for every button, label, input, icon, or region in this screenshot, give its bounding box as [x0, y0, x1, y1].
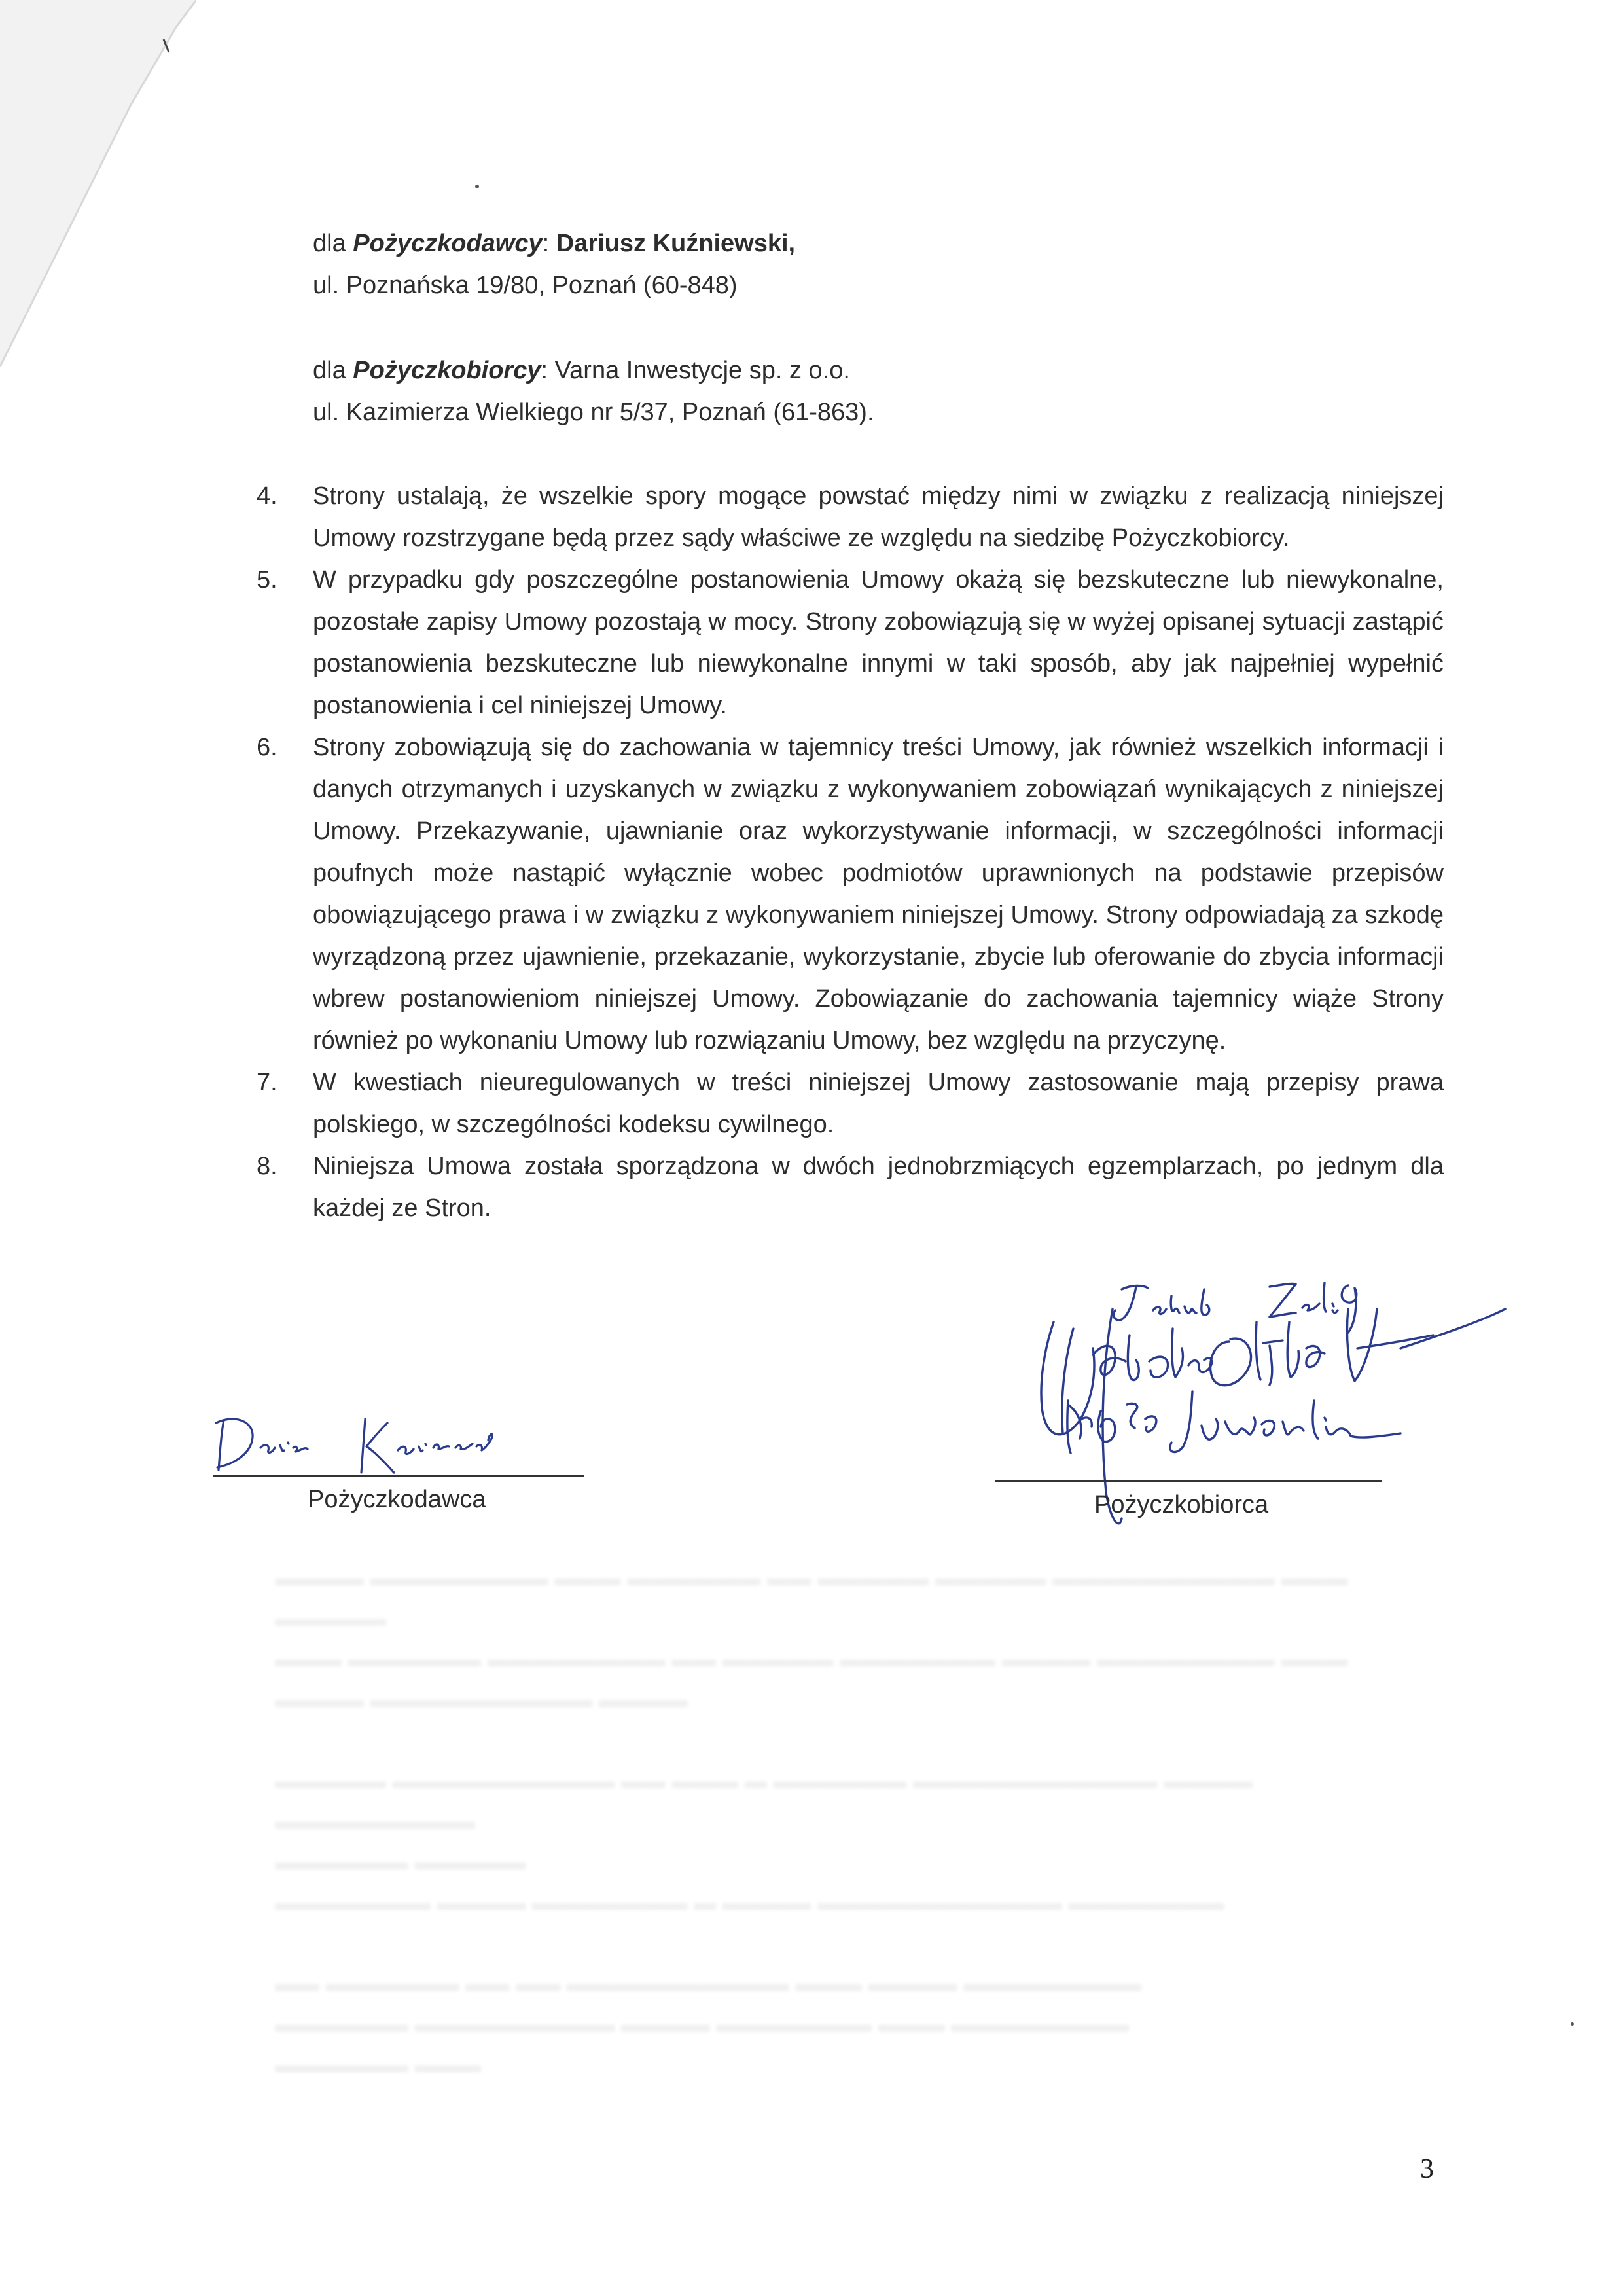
borrower-address-line1 [313, 350, 1425, 391]
clause-number: 6. [257, 734, 277, 761]
clause-item [257, 1062, 1444, 1145]
scan-speck [475, 185, 479, 188]
clause-text: Strony ustalają, że wszelkie spory mogące powstać między nimi w związku z realizacją niniejszej Umowy rozstrzygane będą przez sądy właściwe ze względu na siedzibę Pożyczkobiorcy. [313, 482, 1444, 552]
lender-signature-line [213, 1475, 584, 1477]
borrower-street: ul. Kazimierza Wielkiego nr 5/37, Poznań (61-863). [313, 399, 874, 426]
lender-address [313, 223, 1425, 306]
lender-street: ul. Poznańska 19/80, Poznań (60-848) [313, 272, 738, 299]
lender-name: Dariusz Kuźniewski, [556, 230, 796, 257]
clause-number: 8. [257, 1153, 277, 1180]
clause-item [257, 726, 1444, 1062]
scan-edge-artifact [0, 0, 196, 393]
bleed-through-text: ▬▬▬▬ ▬▬▬▬▬▬▬▬ ▬▬▬ ▬▬▬▬▬▬ ▬▬ ▬▬▬▬▬ ▬▬▬▬▬ ▬▬▬▬▬▬▬▬▬▬ ▬▬▬ ▬▬▬▬▬ ▬▬▬ ▬▬▬▬▬▬ ▬▬▬▬▬▬▬▬ ▬▬ ▬▬▬▬▬ ▬▬▬▬▬▬▬ ▬▬▬▬ ▬▬▬▬▬▬▬▬ ▬▬▬ ▬▬▬▬ ▬▬▬▬▬▬▬▬▬▬ ▬▬▬▬ ▬▬▬▬▬ ▬▬▬▬▬▬▬▬▬▬ ▬▬ ▬▬▬ ▬ ▬▬▬▬▬▬ ▬▬▬▬▬▬▬▬▬▬▬ ▬▬▬▬ ▬▬▬▬▬▬▬▬▬ ▬▬▬▬▬▬ ▬▬▬▬▬ ▬▬▬▬▬▬▬ ▬▬▬▬ ▬▬▬▬▬▬▬ ▬ ▬▬▬▬ ▬▬▬▬▬▬▬▬▬▬▬ ▬▬▬▬▬▬▬ ▬▬ ▬▬▬▬▬▬ ▬▬ ▬▬ ▬▬▬▬▬▬▬▬▬▬ ▬▬▬ ▬▬▬▬ ▬▬▬▬▬▬▬▬ ▬▬▬▬▬▬ ▬▬▬▬▬▬▬▬▬ ▬▬▬▬ ▬▬▬▬▬▬▬ ▬▬▬ ▬▬▬▬▬▬▬▬ ▬▬▬▬▬▬ ▬▬▬ [275, 1566, 1348, 2077]
lender-address-line1 [313, 223, 1425, 264]
prefix: dla [313, 230, 353, 257]
lender-caption: Pożyczkodawca [308, 1486, 486, 1513]
borrower-role: Pożyczkobiorcy [353, 357, 541, 384]
clause-item [257, 475, 1444, 559]
clause-text: Niniejsza Umowa została sporządzona w dwóch jednobrzmiących egzemplarzach, po jednym dla każdej ze Stron. [313, 1153, 1444, 1222]
borrower-signature [982, 1270, 1571, 1571]
clause-text: W przypadku gdy poszczególne postanowienia Umowy okażą się bezskuteczne lub niewykonalne, pozostałe zapisy Umowy pozostają w mocy. Strony zobowiązują się w wyżej opisanej sytuacji zastąpić postanowienia bezskuteczne lub niewykonalne innymi w taki sposób, aby jak najpełniej wypełnić postanowienia i cel niniejszej Umowy. [313, 566, 1444, 719]
prefix: dla [313, 357, 353, 384]
clause-item [257, 559, 1444, 726]
scan-speck [1571, 2022, 1574, 2026]
borrower-name: Varna Inwestycje sp. z o.o. [554, 357, 850, 384]
clauses-list [257, 475, 1444, 1229]
borrower-signature-line [995, 1480, 1382, 1482]
lender-role: Pożyczkodawcy [353, 230, 543, 257]
clause-text: W kwestiach nieuregulowanych w treści niniejszej Umowy zastosowanie mają przepisy prawa polskiego, w szczególności kodeksu cywilnego. [313, 1069, 1444, 1138]
borrower-caption: Pożyczkobiorca [1094, 1491, 1269, 1518]
clause-text: Strony zobowiązują się do zachowania w tajemnicy treści Umowy, jak również wszelkich informacji i danych otrzymanych i uzyskanych w związku z wykonywaniem zobowiązań wynikających z niniejszej Umowy. Przekazywanie, ujawnianie oraz wykorzystywanie informacji, w szczególności informacji poufnych może nastąpić wyłącznie wobec podmiotów uprawnionych na podstawie przepisów obowiązującego prawa i w związku z wykonywaniem niniejszej Umowy. Strony odpowiadają za szkodę wyrządzoną przez ujawnienie, przekazanie, wykorzystanie, zbycie lub oferowanie do zbycia informacji wbrew postanowieniom niniejszej Umowy. Zobowiązanie do zachowania tajemnicy wiąże Strony również po wykonaniu Umowy lub rozwiązaniu Umowy, bez względu na przyczynę. [313, 734, 1444, 1054]
clause-number: 5. [257, 566, 277, 594]
separator: : [542, 230, 556, 257]
page-number: 3 [1420, 2154, 1434, 2184]
separator: : [541, 357, 555, 384]
lender-signature [209, 1407, 589, 1479]
clause-item [257, 1145, 1444, 1229]
borrower-address [313, 350, 1425, 433]
clause-number: 7. [257, 1069, 277, 1096]
clause-number: 4. [257, 482, 277, 510]
